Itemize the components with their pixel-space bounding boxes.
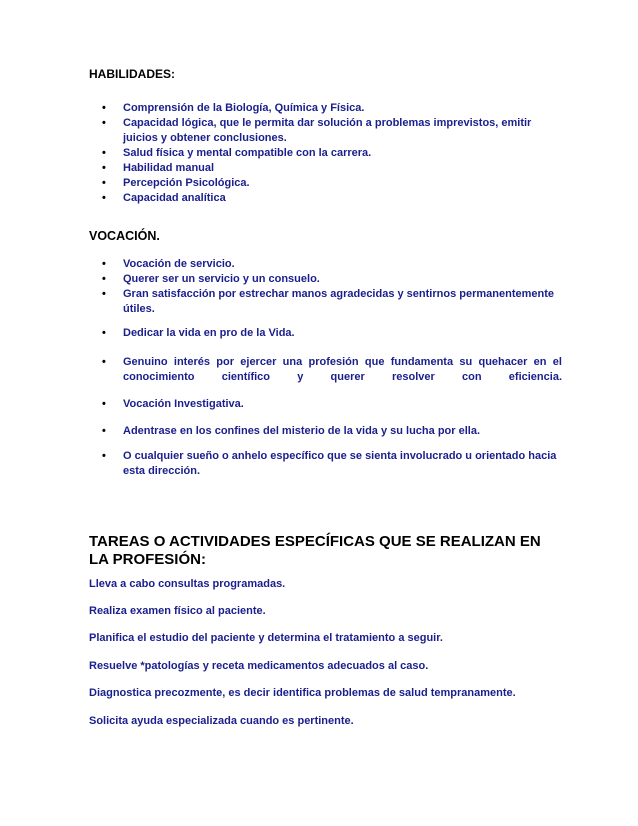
vocacion-list-5 <box>102 424 562 439</box>
habilidades-heading: HABILIDADES: <box>89 67 175 81</box>
tarea-line: Planifica el estudio del paciente y determina el tratamiento a seguir. <box>89 632 443 644</box>
tarea-line: Resuelve *patologías y receta medicamentos adecuados al caso. <box>89 660 429 672</box>
vocacion-list-2 <box>102 326 562 341</box>
vocacion-list-3 <box>102 355 562 385</box>
list-item: • O cualquier sueño o anhelo específico que se sienta involucrado u orientado hacia esta dirección. <box>102 450 557 477</box>
vocacion-list-1 <box>102 257 562 317</box>
bullet-icon: • <box>102 162 106 174</box>
bullet-icon: • <box>102 273 106 285</box>
bullet-icon: • <box>102 102 106 114</box>
list-item: • Adentrase en los confines del misterio de la vida y su lucha por ella. <box>102 425 481 437</box>
vocacion-list-6 <box>102 449 562 479</box>
list-item: • Gran satisfacción por estrechar manos agradecidas y sentirnos permanentemente útiles. <box>102 288 554 315</box>
tarea-line: Realiza examen físico al paciente. <box>89 605 266 617</box>
list-item: • Salud física y mental compatible con la carrera. <box>102 147 372 159</box>
list-item: • Vocación Investigativa. <box>102 398 244 410</box>
bullet-icon: • <box>102 398 106 410</box>
bullet-icon: • <box>102 258 106 270</box>
list-item: • Capacidad analítica <box>102 192 226 204</box>
list-item: • Querer ser un servicio y un consuelo. <box>102 273 320 285</box>
tareas-heading: TAREAS O ACTIVIDADES ESPECÍFICAS QUE SE REALIZAN EN LA PROFESIÓN: <box>89 533 541 568</box>
list-item: • Comprensión de la Biología, Química y Física. <box>102 102 365 114</box>
bullet-icon: • <box>102 117 106 129</box>
bullet-icon: • <box>102 192 106 204</box>
list-item: • Habilidad manual <box>102 162 215 174</box>
habilidades-list <box>102 101 562 206</box>
bullet-icon: • <box>102 356 106 368</box>
list-item: • Vocación de servicio. <box>102 258 235 270</box>
bullet-icon: • <box>102 147 106 159</box>
bullet-icon: • <box>102 177 106 189</box>
tarea-line: Lleva a cabo consultas programadas. <box>89 578 286 590</box>
list-item: • Capacidad lógica, que le permita dar solución a problemas imprevistos, emitir juicios y obtener conclusiones. <box>102 117 532 144</box>
tarea-line: Diagnostica precozmente, es decir identifica problemas de salud tempranamente. <box>89 687 516 699</box>
bullet-icon: • <box>102 425 106 437</box>
list-item: • Percepción Psicológica. <box>102 177 250 189</box>
bullet-icon: • <box>102 450 106 462</box>
list-item: • Dedicar la vida en pro de la Vida. <box>102 327 295 339</box>
bullet-icon: • <box>102 288 106 300</box>
vocacion-heading: VOCACIÓN. <box>89 229 160 243</box>
tarea-line: Solicita ayuda especializada cuando es pertinente. <box>89 715 354 727</box>
list-item: • Genuino interés por ejercer una profesión que fundamenta su quehacer en el conocimiento científico y querer resolver con eficiencia. <box>102 356 562 383</box>
vocacion-list-4 <box>102 397 562 412</box>
bullet-icon: • <box>102 327 106 339</box>
